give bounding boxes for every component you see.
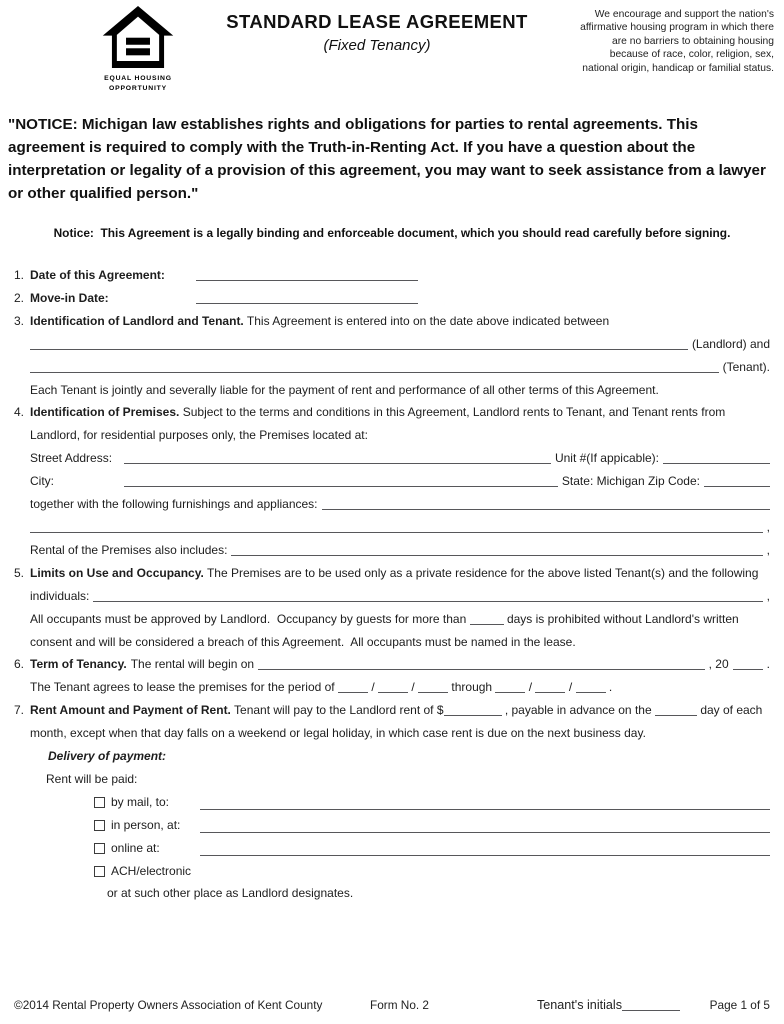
rent-holiday-text: month, except when that day falls on a weekend or legal holiday, in which case rent is due on the next business day. (30, 726, 646, 741)
slash: / (528, 680, 533, 695)
form-item-identification-premises (14, 401, 770, 424)
period-end-month-line[interactable] (495, 692, 525, 693)
form-body (14, 264, 770, 905)
payment-option-by-mail (94, 791, 196, 814)
identification-parties-heading: Identification of Landlord and Tenant. (30, 313, 244, 328)
in-person-label: in person, at: (111, 817, 181, 832)
checkbox-ach[interactable] (94, 866, 105, 877)
delivery-of-payment-row (14, 745, 770, 768)
identification-premises-heading: Identification of Premises. (30, 405, 180, 420)
logo-caption-line2: OPPORTUNITY (109, 85, 167, 92)
checkbox-by-mail[interactable] (94, 797, 105, 808)
ach-label: ACH/electronic (111, 863, 192, 878)
slash: / (568, 680, 573, 695)
period-end-day-line[interactable] (535, 692, 565, 693)
copyright-text: ©2014 Rental Property Owners Association of Kent County (14, 998, 323, 1012)
equal-housing-house-icon (102, 6, 174, 68)
rent-amount-heading: Rent Amount and Payment of Rent. (30, 703, 231, 718)
rent-holiday-row (14, 722, 770, 745)
payment-option-in-person (94, 814, 196, 837)
sentence-period: . (766, 657, 770, 672)
joint-liability-text: Each Tenant is jointly and severally liable for the payment of rent and performance of all other terms of this Agreement. (30, 382, 659, 397)
period-end-year-line[interactable] (576, 692, 606, 693)
form-number: Form No. 2 (370, 998, 429, 1012)
consent-text: consent and will be considered a breach of this Agreement. All occupants must be named in the lease. (30, 634, 576, 649)
rental-begin-text: The rental will begin on (130, 657, 255, 672)
payment-option-ach-row (14, 860, 770, 883)
checkbox-online[interactable] (94, 843, 105, 854)
city-line[interactable] (124, 486, 558, 487)
term-of-tenancy-heading: Term of Tenancy. (30, 657, 127, 672)
premises-intro-2-row (14, 424, 770, 447)
landlord-name-row (14, 333, 770, 356)
lease-period-text: The Tenant agrees to lease the premises for the period of (30, 680, 335, 695)
rent-due-day-line[interactable] (655, 715, 697, 716)
individuals-row (14, 585, 770, 608)
form-item-term-of-tenancy (14, 653, 770, 676)
tenant-initials-block (537, 998, 680, 1012)
trailing-comma: , (766, 588, 770, 603)
move-in-date-label: Move-in Date: (30, 290, 109, 305)
landlord-name-line[interactable] (30, 349, 688, 350)
city-label: City: (30, 474, 54, 489)
item-number: 4. (14, 405, 25, 420)
payment-option-online (94, 837, 196, 860)
affirmative-housing-statement: We encourage and support the nation's affirmative housing program in which there are no barriers to obtaining housing because of race, color, religion, sex, national origin, handicap or familial status. (580, 9, 774, 74)
rent-amount-line[interactable] (444, 715, 502, 716)
street-address-label: Street Address: (30, 451, 113, 466)
truth-in-renting-notice: "NOTICE: Michigan law establishes rights and obligations for parties to rental agreements. This agreement is required to comply with the Truth-in-Renting Act. If you have a question about the interpretation or legality of a provision of this agreement, you may want to seek assistance from a lawyer or other qualified person." (8, 116, 766, 202)
payment-option-in-person-row (14, 814, 770, 837)
tenant-suffix: (Tenant). (722, 359, 770, 374)
identification-premises-intro: Subject to the terms and conditions in this Agreement, Landlord rents to Tenant, and Tenant rents from (182, 405, 726, 420)
furnishings-line-2[interactable] (30, 532, 763, 533)
slash: / (371, 680, 375, 695)
guest-occupancy-row (14, 608, 770, 631)
delivery-of-payment-heading: Delivery of payment: (48, 749, 167, 764)
street-address-line[interactable] (124, 463, 551, 464)
item-number: 3. (14, 313, 25, 328)
lease-period-row (14, 676, 770, 699)
trailing-comma: , (766, 542, 770, 557)
limits-occupancy-intro: The Premises are to be used only as a private residence for the above listed Tenant(s) and the following (206, 565, 759, 580)
tenant-name-line[interactable] (30, 372, 719, 373)
equal-housing-logo (94, 6, 182, 93)
checkbox-in-person[interactable] (94, 820, 105, 831)
page-footer (14, 994, 770, 1012)
zip-code-line[interactable] (704, 486, 770, 487)
begin-year-line[interactable] (733, 669, 763, 670)
rental-includes-row (14, 539, 770, 562)
guest-occupancy-before: All occupants must be approved by Landlord. Occupancy by guests for more than (30, 611, 467, 626)
item-number: 1. (14, 268, 25, 282)
other-place-text: or at such other place as Landlord designates. (107, 886, 354, 901)
other-place-row (14, 882, 770, 905)
rent-amount-after: day of each (700, 703, 763, 718)
form-item-rent-amount (14, 699, 770, 722)
document-subtitle: (Fixed Tenancy) (323, 37, 431, 54)
item-number: 6. (14, 657, 25, 672)
online-address-line[interactable] (200, 855, 770, 856)
begin-date-line[interactable] (258, 669, 705, 670)
city-state-zip-row (14, 470, 770, 493)
tenant-name-row (14, 356, 770, 379)
rental-includes-line[interactable] (231, 555, 762, 556)
tenant-initials-label: Tenant's initials (537, 998, 623, 1012)
item-number: 5. (14, 565, 25, 580)
rent-paid-intro-row (14, 768, 770, 791)
in-person-address-line[interactable] (200, 832, 770, 833)
date-of-agreement-line[interactable] (196, 280, 418, 281)
payment-option-ach (94, 860, 196, 883)
state-zip-label: State: Michigan Zip Code: (561, 474, 700, 489)
online-label: online at: (111, 840, 160, 855)
unit-number-line[interactable] (663, 463, 770, 464)
period-start-month-line[interactable] (338, 692, 368, 693)
slash: / (411, 680, 415, 695)
form-item-identification-parties (14, 310, 770, 333)
title-block (182, 6, 572, 93)
form-item-limits-occupancy (14, 562, 770, 585)
furnishings-label: together with the following furnishings and appliances: (30, 497, 318, 512)
furnishings-row (14, 493, 770, 516)
by-mail-label: by mail, to: (111, 794, 170, 809)
document-title: STANDARD LEASE AGREEMENT (226, 11, 528, 32)
landlord-suffix: (Landlord) and (691, 336, 770, 351)
rent-paid-intro: Rent will be paid: (46, 771, 138, 786)
item-number: 7. (14, 703, 25, 718)
individuals-line[interactable] (93, 601, 762, 602)
tenant-initials-line[interactable] (622, 1010, 680, 1011)
rent-amount-before: Tenant will pay to the Landlord rent of $ (234, 703, 444, 718)
unit-number-label: Unit #(If appicable): (554, 451, 659, 466)
logo-caption-line1: EQUAL HOUSING (104, 75, 172, 82)
period-start-year-line[interactable] (418, 692, 448, 693)
through-text: through (451, 680, 493, 695)
trailing-comma: , (766, 519, 770, 534)
binding-document-notice: Notice: This Agreement is a legally binding and enforceable document, which you should read carefully before signing. (53, 226, 731, 240)
payment-option-online-row (14, 837, 770, 860)
year-prefix: , 20 (708, 657, 729, 672)
guest-occupancy-after: days is prohibited without Landlord's written (506, 611, 739, 626)
payment-option-by-mail-row (14, 791, 770, 814)
move-in-date-line[interactable] (196, 303, 418, 304)
consent-row (14, 631, 770, 654)
document-header (0, 0, 784, 93)
street-address-row (14, 447, 770, 470)
joint-liability-row (14, 379, 770, 402)
period-start-day-line[interactable] (378, 692, 408, 693)
individuals-label: individuals: (30, 588, 90, 603)
rental-includes-label: Rental of the Premises also includes: (30, 542, 228, 557)
rent-amount-mid: , payable in advance on the (504, 703, 652, 718)
identification-parties-intro: This Agreement is entered into on the date above indicated between (246, 313, 610, 328)
page-number: Page 1 of 5 (709, 998, 770, 1012)
item-number: 2. (14, 290, 25, 305)
form-item-move-in-date (14, 287, 770, 310)
guest-days-line[interactable] (470, 624, 504, 625)
mail-address-line[interactable] (200, 809, 770, 810)
premises-intro-2: Landlord, for residential purposes only, the Premises located at: (30, 428, 368, 443)
form-item-date-of-agreement (14, 264, 770, 287)
furnishings-line[interactable] (322, 509, 770, 510)
limits-occupancy-heading: Limits on Use and Occupancy. (30, 565, 204, 580)
furnishings-continuation-row (14, 516, 770, 539)
sentence-period: . (608, 680, 613, 695)
date-of-agreement-label: Date of this Agreement: (30, 268, 165, 282)
